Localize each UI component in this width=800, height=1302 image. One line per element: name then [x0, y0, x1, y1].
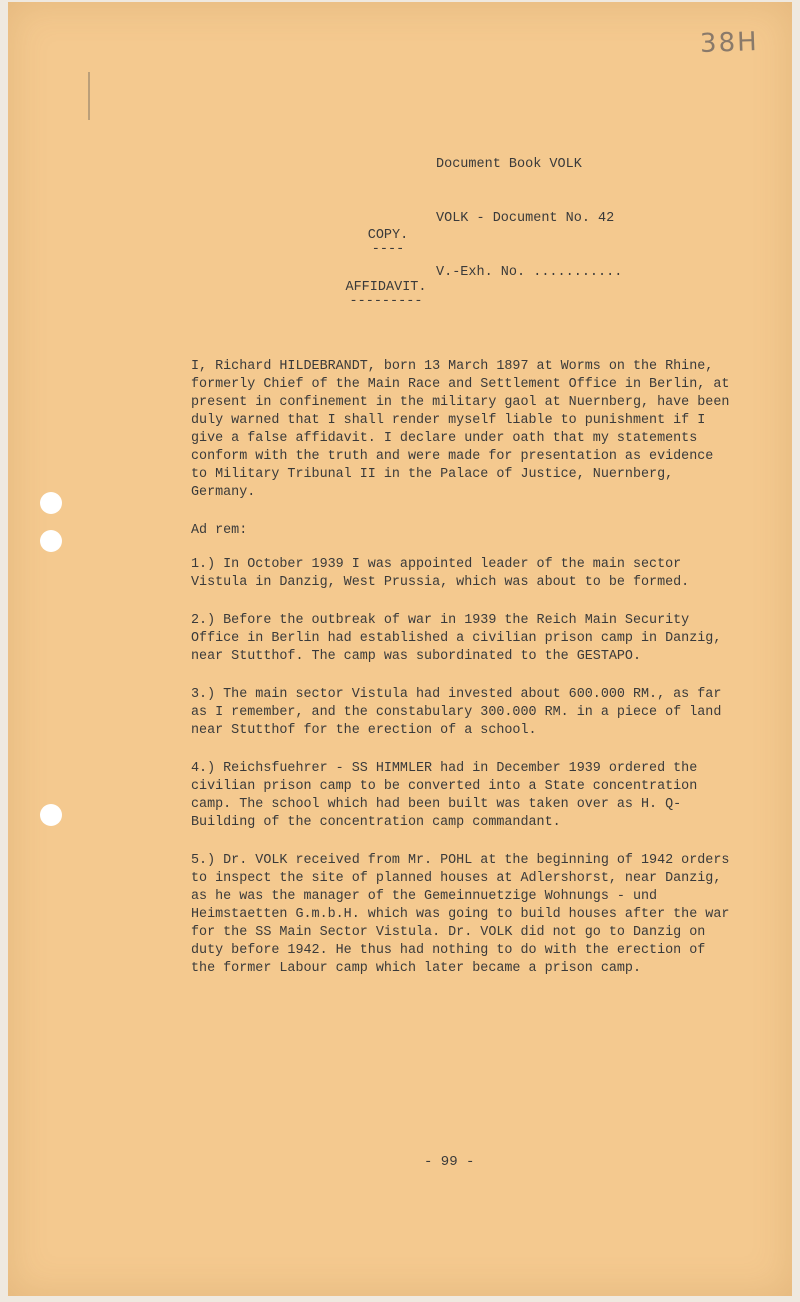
handwritten-page-mark: 38H — [699, 26, 760, 60]
affidavit-heading-underline: --------- — [349, 294, 423, 309]
page-number: - 99 - — [424, 1154, 475, 1170]
statement-paragraph-1: 1.) In October 1939 I was appointed leader of the main sector Vistula in Danzig, West Prussia, which was about to be formed. — [191, 557, 690, 590]
punch-hole — [40, 492, 62, 514]
statement-paragraph-2: 2.) Before the outbreak of war in 1939 the Reich Main Security Office in Berlin had established a civilian prison camp in Danzig, near Stutthof. The camp was subordinated to the GESTAPO. — [191, 613, 722, 664]
document-header — [436, 120, 622, 318]
affidavit-body — [191, 358, 731, 998]
punch-hole — [40, 804, 62, 826]
statement-paragraph-4: 4.) Reichsfuehrer - SS HIMMLER had in December 1939 ordered the civilian prison camp to be converted into a State concentration camp. The school which had been built was taken over as H. Q- Building of the concentration camp commandant. — [191, 761, 698, 830]
statement-paragraph-3: 3.) The main sector Vistula had invested about 600.000 RM., as far as I remember, and the constabulary 300.000 RM. in a piece of land near Stutthof for the erection of a school. — [191, 687, 722, 738]
punch-hole — [40, 530, 62, 552]
ad-rem-label: Ad rem: — [191, 523, 248, 538]
edge-mark — [88, 72, 90, 120]
intro-paragraph: I, Richard HILDEBRANDT, born 13 March 1897 at Worms on the Rhine, formerly Chief of the Main Race and Settlement Office in Berlin, at present in confinement in the military gaol at Nuernberg, have been duly warned that I shall render myself liable to punishment if I give a false affidavit. I declare under oath that my statements conform with the truth and were made for presentation as evidence to Military Tribunal II in the Palace of Justice, Nuernberg, Germany. — [191, 359, 730, 500]
statement-paragraph-5: 5.) Dr. VOLK received from Mr. POHL at the beginning of 1942 orders to inspect the site of planned houses at Adlershorst, near Danzig, as he was the manager of the Gemeinnuetzige Wohnungs - und Heimstaetten G.m.b.H. which was going to build houses after the war for the SS Main Sector Vistula. Dr. VOLK did not go to Danzig on duty before 1942. He thus had nothing to do with the erection of the former Labour camp which later became a prison camp. — [191, 853, 730, 976]
affidavit-heading: AFFIDAVIT. — [345, 280, 427, 295]
copy-heading-underline: ---- — [371, 242, 405, 257]
document-page — [8, 2, 792, 1296]
copy-heading: COPY. — [367, 228, 409, 243]
header-line-exhibit-no: V.-Exh. No. ........... — [436, 265, 623, 280]
header-line-book: Document Book VOLK — [436, 157, 582, 172]
header-line-document-no: VOLK - Document No. 42 — [436, 211, 615, 226]
